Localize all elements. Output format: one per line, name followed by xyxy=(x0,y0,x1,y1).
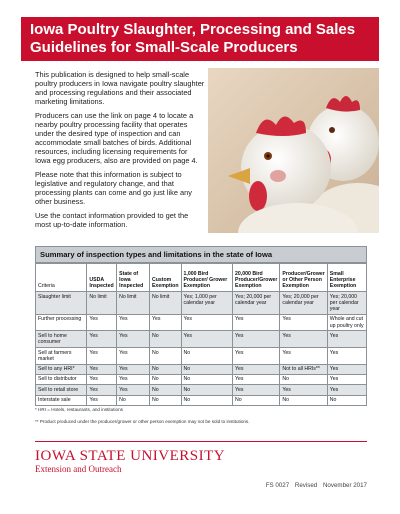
inspection-summary-table xyxy=(35,246,367,406)
column-header: 20,000 Bird Producer/Grower Exemption xyxy=(233,264,280,292)
footnote: * HRI = Hotels, restaurants, and institutions xyxy=(35,407,123,412)
table-row xyxy=(36,395,367,405)
table-cell: Yes xyxy=(117,364,150,374)
column-header: Small Enterprise Exemption xyxy=(327,264,366,292)
table-row xyxy=(36,385,367,395)
table-row xyxy=(36,364,367,374)
column-header: USDA Inspected xyxy=(87,264,117,292)
table-cell: No xyxy=(327,395,366,405)
column-header: Custom Exemption xyxy=(149,264,181,292)
table-row xyxy=(36,331,367,348)
table-cell: Yes xyxy=(233,314,280,331)
table-cell: Yes xyxy=(87,374,117,384)
table-cell: Yes xyxy=(327,331,366,348)
university-logo xyxy=(35,448,225,475)
table-row xyxy=(36,314,367,331)
table-cell: No xyxy=(233,395,280,405)
table-cell: No xyxy=(149,348,181,365)
table-cell: Yes xyxy=(117,374,150,384)
revised-label: Revised xyxy=(294,482,318,489)
column-header: 1,000 Bird Producer/ Grower Exemption xyxy=(181,264,233,292)
table-cell: Yes xyxy=(87,385,117,395)
title-banner xyxy=(21,17,379,61)
table-cell: Yes xyxy=(181,331,233,348)
column-header: Criteria xyxy=(36,264,87,292)
table-cell: Yes xyxy=(327,348,366,365)
row-criteria: Slaughter limit xyxy=(36,292,87,315)
table-cell: Yes xyxy=(87,395,117,405)
table-cell: No xyxy=(181,395,233,405)
column-header: Producer/Grower or Other Person Exemption xyxy=(280,264,327,292)
table-cell: Whole and cut up poultry only xyxy=(327,314,366,331)
table-cell: Yes; 20,000 per calendar year xyxy=(327,292,366,315)
table-cell: Yes xyxy=(280,314,327,331)
table-cell: No xyxy=(149,331,181,348)
table-cell: Yes xyxy=(327,374,366,384)
table-cell: Yes xyxy=(117,314,150,331)
row-criteria: Sell at farmers market xyxy=(36,348,87,365)
revision-date: November 2017 xyxy=(322,482,367,489)
footnotes xyxy=(35,407,365,431)
footnote: ** Product produced under the producer/grower or other person exemption may not be sold to institutions. xyxy=(35,419,250,424)
table-cell: No xyxy=(181,348,233,365)
row-criteria: Sell to retail store xyxy=(36,385,87,395)
table-cell: No xyxy=(181,364,233,374)
table-cell: Yes xyxy=(149,314,181,331)
column-header: State of Iowa Inspected xyxy=(117,264,150,292)
table-cell: No limit xyxy=(87,292,117,315)
intro-paragraph: Use the contact information provided to get the most up-to-date information. xyxy=(35,211,189,229)
table-cell: Yes; 20,000 per calendar year xyxy=(233,292,280,315)
table-cell: Yes xyxy=(87,364,117,374)
table-cell: Yes xyxy=(87,314,117,331)
table-cell: Yes xyxy=(280,385,327,395)
table-cell: Yes xyxy=(280,331,327,348)
table-row xyxy=(36,292,367,315)
intro-paragraph: This publication is designed to help small-scale poultry producers in Iowa navigate poultry slaughter and processing regulations and their associated marketing limitations. xyxy=(35,70,205,106)
table-cell: No xyxy=(117,395,150,405)
row-criteria: Interstate sale xyxy=(36,395,87,405)
table-header-row xyxy=(36,264,367,292)
table-cell: Yes xyxy=(233,348,280,365)
table-cell: No xyxy=(280,395,327,405)
table-cell: No xyxy=(149,364,181,374)
table-cell: Yes; 1,000 per calendar year xyxy=(181,292,233,315)
unit-name: Extension and Outreach xyxy=(35,464,122,474)
table-cell: No xyxy=(280,374,327,384)
table-cell: Yes xyxy=(117,348,150,365)
table-title: Summary of inspection types and limitations in the state of Iowa xyxy=(35,246,367,263)
table-cell: Yes xyxy=(117,385,150,395)
table-cell: No limit xyxy=(117,292,150,315)
table-cell: Yes xyxy=(233,331,280,348)
divider xyxy=(35,441,367,442)
publication-footer xyxy=(262,482,367,489)
table-cell: Yes; 20,000 per calendar year xyxy=(280,292,327,315)
table-cell: Yes xyxy=(233,385,280,395)
row-criteria: Sell to distributor xyxy=(36,374,87,384)
table-cell: Yes xyxy=(233,364,280,374)
chicken-photo xyxy=(208,68,379,233)
table-cell: Yes xyxy=(327,385,366,395)
table-cell: Yes xyxy=(87,331,117,348)
table-cell: No xyxy=(181,374,233,384)
university-name: IOWA STATE UNIVERSITY xyxy=(35,448,226,464)
table xyxy=(35,263,367,406)
page-title: Iowa Poultry Slaughter, Processing and Sales Guidelines for Small-Scale Producers xyxy=(30,21,356,56)
table-row xyxy=(36,348,367,365)
intro-paragraph: Producers can use the link on page 4 to locate a nearby poultry processing facility that operates under the desired type of inspection and can accommodate small batches of birds. Additional resources, including licensing requirements for Iowa egg producers, also are provided on page 4. xyxy=(35,111,198,165)
table-cell: No limit xyxy=(149,292,181,315)
table-cell: Yes xyxy=(87,348,117,365)
chicken-illustration xyxy=(208,68,379,233)
table-cell: Yes xyxy=(327,364,366,374)
intro-text xyxy=(35,70,205,234)
table-cell: No xyxy=(149,385,181,395)
row-criteria: Further processing xyxy=(36,314,87,331)
row-criteria: Sell to any HRI* xyxy=(36,364,87,374)
table-cell: Yes xyxy=(280,348,327,365)
table-row xyxy=(36,374,367,384)
table-cell: No xyxy=(149,374,181,384)
table-cell: Yes xyxy=(117,331,150,348)
table-cell: No xyxy=(181,385,233,395)
table-cell: Yes xyxy=(233,374,280,384)
row-criteria: Sell to home consumer xyxy=(36,331,87,348)
intro-paragraph: Please note that this information is subject to legislative and regulatory change, and that processing plants can come and go just like any other business. xyxy=(35,170,192,206)
table-cell: Yes xyxy=(181,314,233,331)
table-cell: No xyxy=(149,395,181,405)
publication-code: FS 0027 xyxy=(265,482,290,489)
table-cell: Not to all HRIs** xyxy=(280,364,327,374)
